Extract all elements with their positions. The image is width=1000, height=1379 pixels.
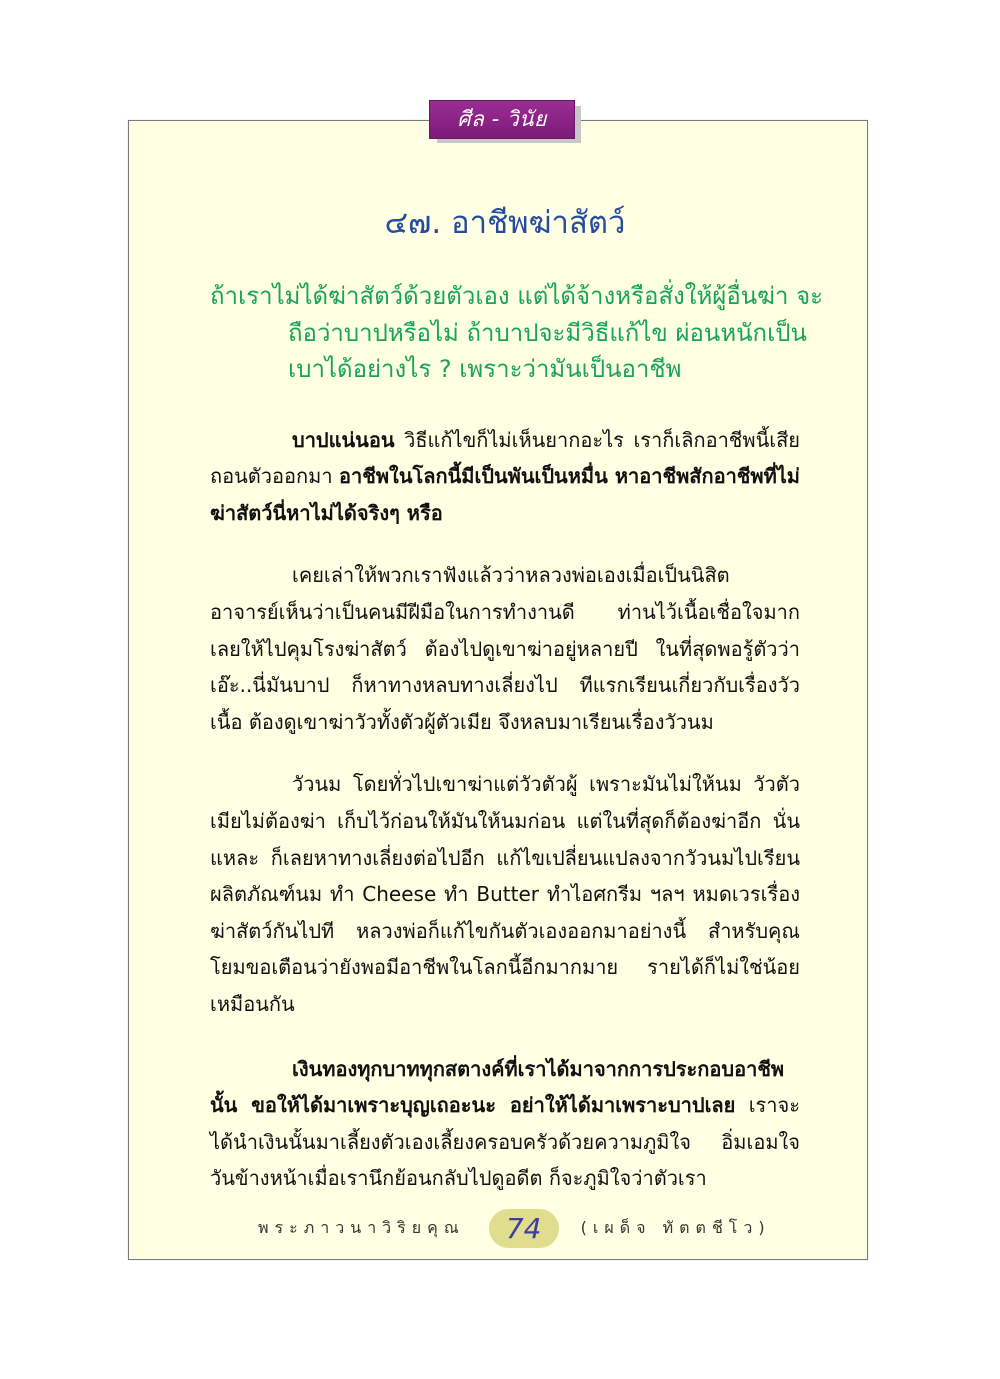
page-footer [258,1209,771,1248]
question-block [210,278,824,387]
paragraph-4-text: เราจะได้นำเงินนั้นมาเลี้ยงตัวเองเลี้ยงครอบครัวด้วยความภูมิใจ อิ่มเอมใจ วันข้างหน้าเมื่อเรานึกย้อนกลับไปดูอดีต ก็จะภูมิใจว่าตัวเรา [210,1093,800,1191]
paragraph-1 [210,422,800,532]
paragraph-4 [210,1051,800,1197]
paragraph-1-text: วิธีแก้ไขก็ไม่เห็นยากอะไร เราก็เลิกอาชีพนี้เสีย ถอนตัวออกมา [210,427,800,489]
section-tab-label: ศีล - วินัย [457,107,547,131]
paragraph-3: วัวนม โดยทั่วไปเขาฆ่าแต่วัวตัวผู้ เพราะมันไม่ให้นม วัวตัวเมียไม่ต้องฆ่า เก็บไว้ก่อนให้มันให้นมก่อน แต่ในที่สุดก็ต้องฆ่าอีก นั่นแหละ ก็เลยหาทางเลี่ยงต่อไปอีก แก้ไขเปลี่ยนแปลงจากวัวนมไปเรียนผลิตภัณฑ์นม ทำ Cheese ทำ Butter ทำไอศกรีม ฯลฯ หมดเวรเรื่องฆ่าสัตว์กันไปที หลวงพ่อก็แก้ไขกันตัวเองออกมาอย่างนี้ สำหรับคุณโยมขอเตือนว่ายังพอมีอาชีพในโลกนี้อีกมากมาย รายได้ก็ไม่ใช่น้อยเหมือนกัน [210,772,800,1016]
chapter-title: ๔๗. อาชีพฆ่าสัตว์ [384,205,626,241]
page-number-badge [489,1209,559,1248]
article-content [210,205,824,1223]
page-number: 74 [505,1212,542,1245]
question-line-1: ถ้าเราไม่ได้ฆ่าสัตว์ด้วยตัวเอง แต่ได้จ้างหรือสั่งให้ผู้อื่นฆ่า จะ [210,282,824,311]
footer-author-name: (เผด็จ ทัตตชีโว) [580,1218,771,1237]
paragraph-2: เคยเล่าให้พวกเราฟังแล้วว่าหลวงพ่อเองเมื่อเป็นนิสิต อาจารย์เห็นว่าเป็นคนมีฝีมือในการทำงานดี ท่านไว้เนื้อเชื่อใจมาก เลยให้ไปคุมโรงฆ่าสัตว์ ต้องไปดูเขาฆ่าอยู่หลายปี ในที่สุดพอรู้ตัวว่าเอ๊ะ..นี่มันบาป ก็หาทางหลบทางเลี่ยงไป ทีแรกเรียนเกี่ยวกับเรื่องวัวเนื้อ ต้องดูเขาฆ่าวัวทั้งตัวผู้ตัวเมีย จึงหลบมาเรียนเรื่องวัวนม [210,563,800,734]
question-line-3: เบาได้อย่างไร ? เพราะว่ามันเป็นอาชีพ [288,355,682,384]
section-tab [429,100,575,139]
paragraph-1-bold-end: อาชีพในโลกนี้มีเป็นพันเป็นหมื่น หาอาชีพสักอาชีพที่ไม่ฆ่าสัตว์นี่หาไม่ได้จริงๆ หรือ [210,464,800,525]
paragraph-1-bold-start: บาปแน่นอน [292,427,395,452]
footer-author-title: พระภาวนาวิริยคุณ [258,1218,465,1237]
paragraph-4-bold: เงินทองทุกบาททุกสตางค์ที่เราได้มาจากการประกอบอาชีพนั้น ขอให้ได้มาเพราะบุญเถอะนะ อย่าให้ได้มาเพราะบาปเลย [210,1056,785,1118]
question-line-2: ถือว่าบาปหรือไม่ ถ้าบาปจะมีวิธีแก้ไข ผ่อนหนักเป็น [288,318,807,347]
